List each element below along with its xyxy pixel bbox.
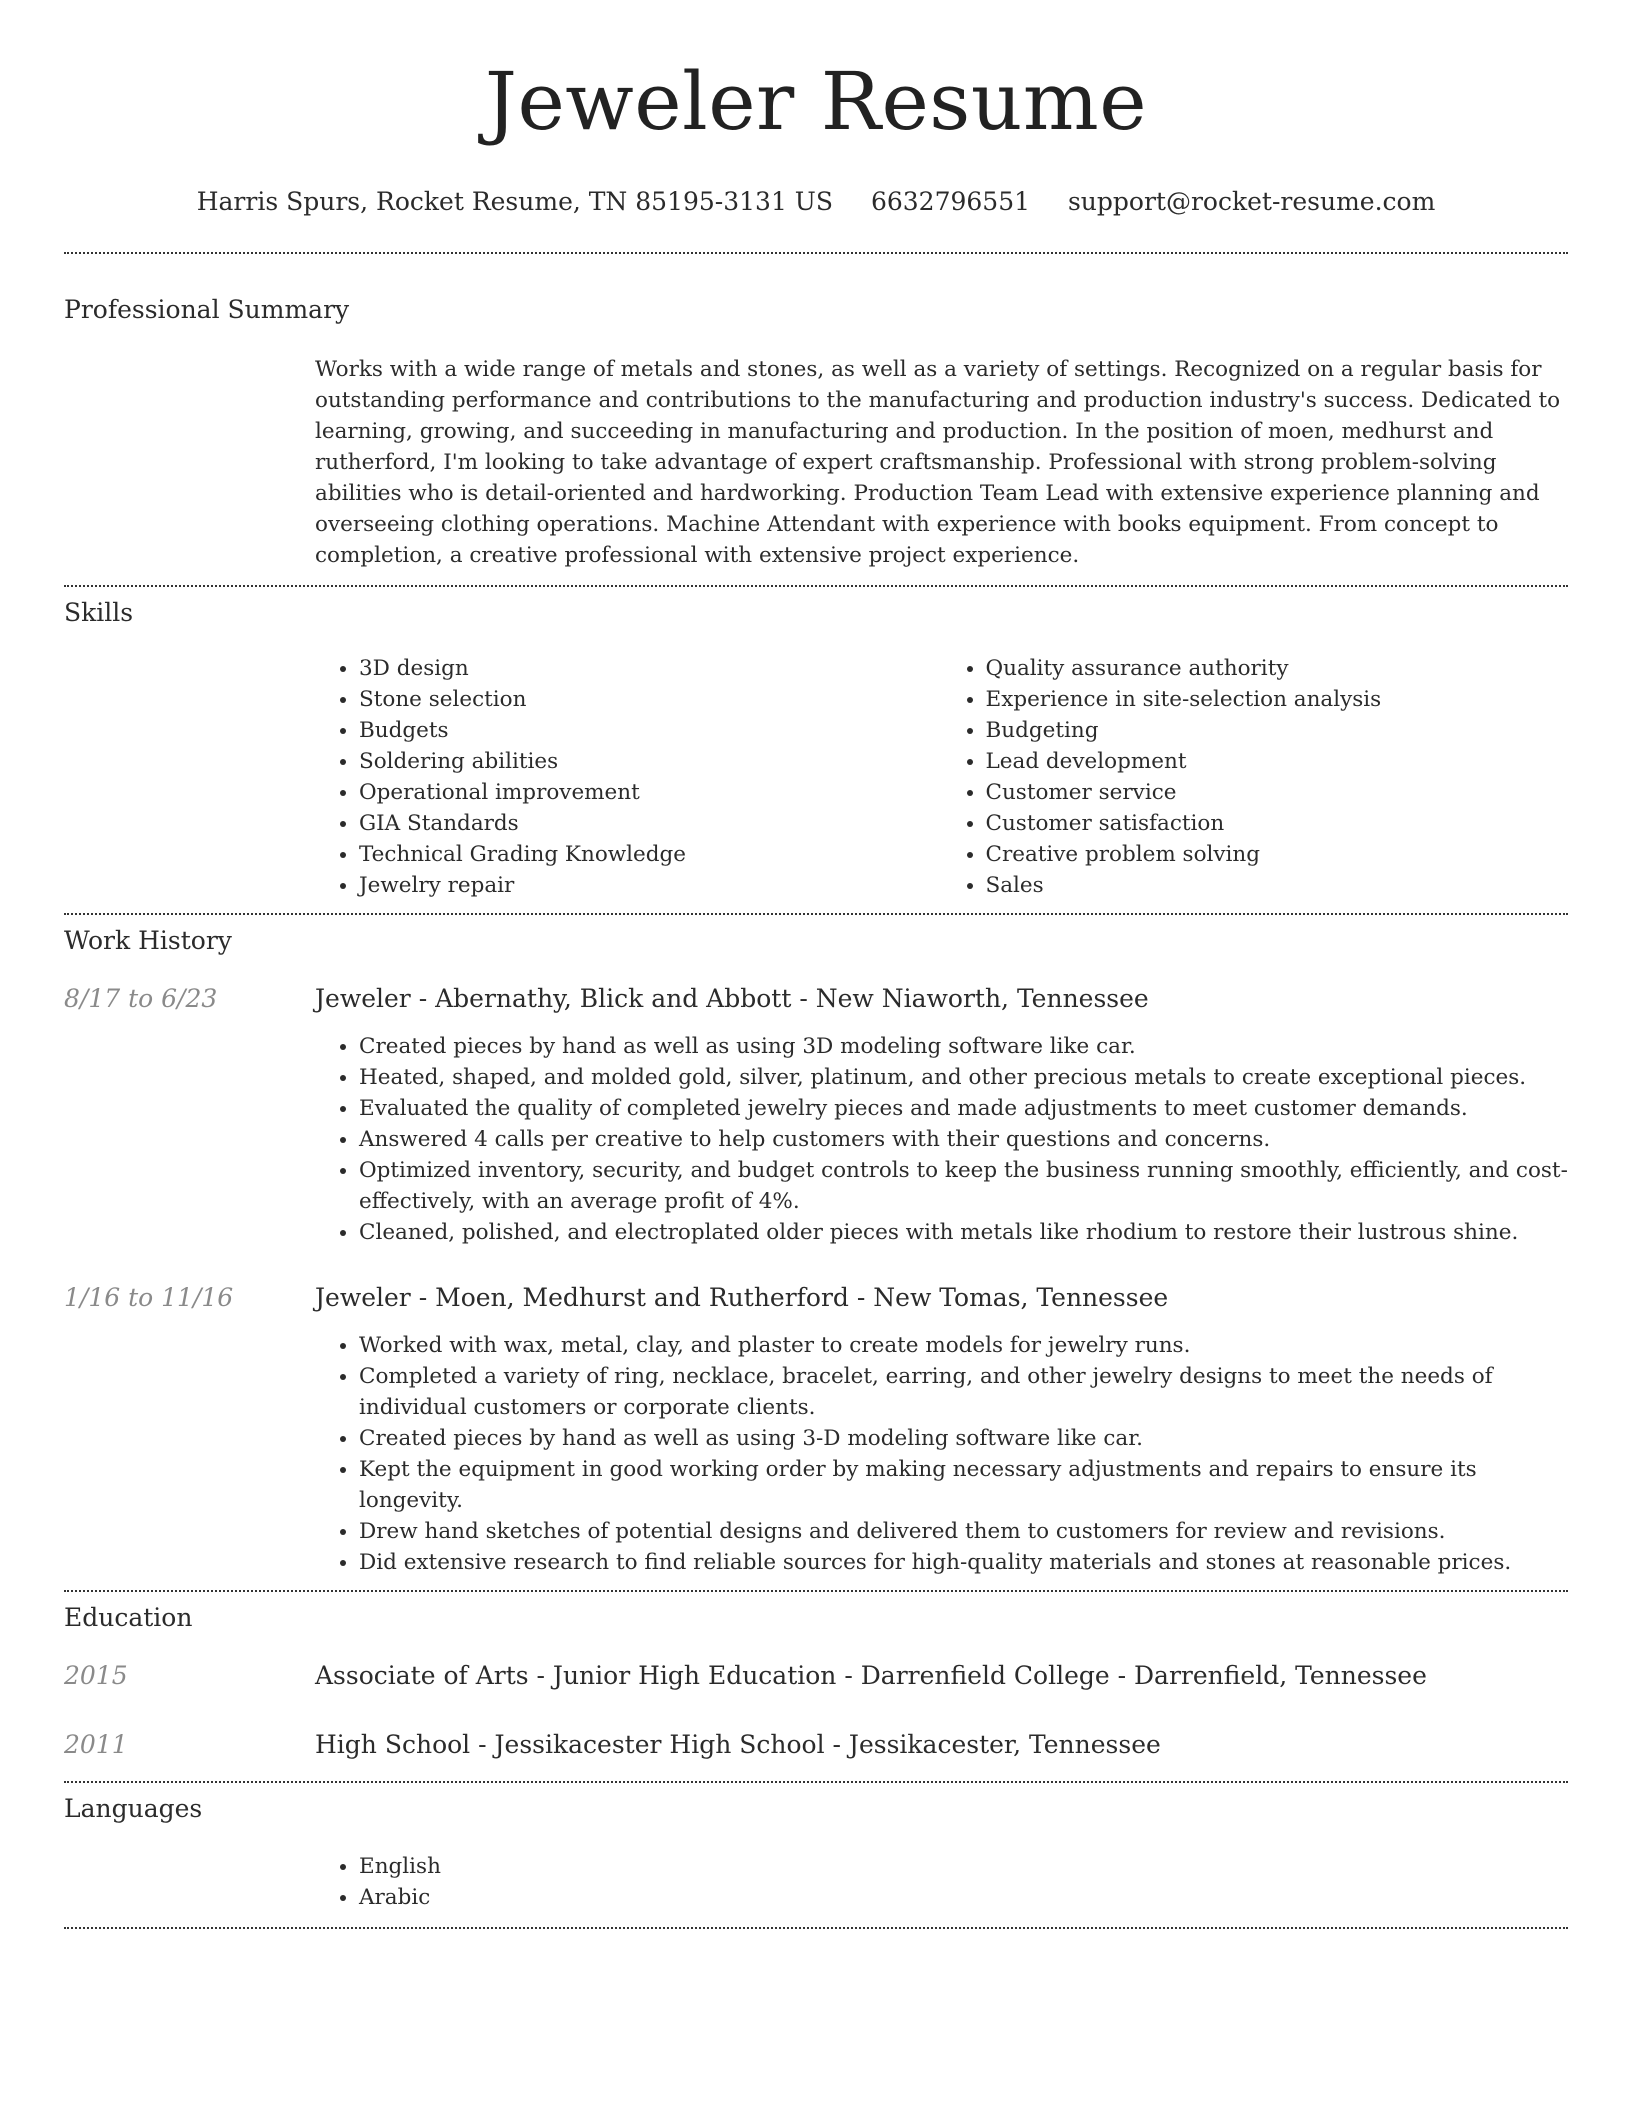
- education-detail: High School - Jessikacester High School - Jessikacester, Tennessee: [315, 1730, 1161, 1759]
- summary-heading: Professional Summary: [64, 295, 350, 324]
- job-bullet-list: [315, 1031, 1568, 1248]
- education-section: [64, 1592, 1568, 1781]
- education-entry: [64, 1660, 1568, 1692]
- skill-item: • Experience in site-selection analysis: [986, 684, 1569, 715]
- skill-item: • Customer satisfaction: [986, 808, 1569, 839]
- work-history-heading: Work History: [64, 926, 232, 955]
- skill-item: • Soldering abilities: [359, 746, 942, 777]
- job-bullet: • Worked with wax, metal, clay, and plaster to create models for jewelry runs.: [359, 1330, 1568, 1361]
- job-bullet: • Cleaned, polished, and electroplated older pieces with metals like rhodium to restore their lustrous shine.: [359, 1217, 1568, 1248]
- skill-item: • Budgets: [359, 715, 942, 746]
- skill-item: • Creative problem solving: [986, 839, 1569, 870]
- education-year: 2011: [64, 1730, 128, 1759]
- skills-right-list: [942, 653, 1569, 901]
- languages-heading: Languages: [64, 1794, 203, 1823]
- job-bullet: • Evaluated the quality of completed jewelry pieces and made adjustments to meet customer demands.: [359, 1093, 1568, 1124]
- languages-list: [315, 1851, 1568, 1913]
- summary-text: Works with a wide range of metals and stones, as well as a variety of settings. Recognized on a regular basis for outstanding performance and contributions to the manufacturing and production industry's success. Dedicated to learning, growing, and succeeding in manufacturing and production. In the position of moen, medhurst and rutherford, I'm looking to take advantage of expert craftsmanship. Professional with strong problem-solving abilities who is detail-oriented and hardworking. Production Team Lead with extensive experience planning and overseeing clothing operations. Machine Attendant with experience with books equipment. From concept to completion, a creative professional with extensive project experience.: [315, 357, 1561, 568]
- language-item: • Arabic: [359, 1882, 1568, 1913]
- skill-item: • Jewelry repair: [359, 870, 942, 901]
- job-bullet-list: [315, 1330, 1568, 1578]
- language-item: • English: [359, 1851, 1568, 1882]
- job-bullet: • Created pieces by hand as well as using 3D modeling software like car.: [359, 1031, 1568, 1062]
- contact-line: [64, 186, 1568, 218]
- job-entry: [64, 1282, 1568, 1590]
- section-divider: [64, 1927, 1568, 1929]
- skill-item: • Budgeting: [986, 715, 1569, 746]
- job-duties: [315, 1330, 1568, 1578]
- work-history-section: [64, 915, 1568, 1590]
- languages-list-wrap: [315, 1851, 1568, 1927]
- summary-section: [64, 254, 1568, 585]
- job-bullet: • Created pieces by hand as well as using 3-D modeling software like car.: [359, 1423, 1568, 1454]
- job-bullet: • Completed a variety of ring, necklace, bracelet, earring, and other jewelry designs to meet the needs of individual customers or corporate clients.: [359, 1361, 1568, 1423]
- skill-item: • GIA Standards: [359, 808, 942, 839]
- contact-phone: 6632796551: [870, 187, 1031, 216]
- skill-item: • Customer service: [986, 777, 1569, 808]
- job-bullet: • Heated, shaped, and molded gold, silver, platinum, and other precious metals to create exceptional pieces.: [359, 1062, 1568, 1093]
- skill-item: • Quality assurance authority: [986, 653, 1569, 684]
- job-title: Jeweler - Moen, Medhurst and Rutherford - New Tomas, Tennessee: [315, 1283, 1169, 1312]
- skills-section: [64, 587, 1568, 913]
- skill-item: • Stone selection: [359, 684, 942, 715]
- skill-item: • Sales: [986, 870, 1569, 901]
- job-dates: 1/16 to 11/16: [64, 1283, 234, 1312]
- skill-item: • 3D design: [359, 653, 942, 684]
- education-detail: Associate of Arts - Junior High Education - Darrenfield College - Darrenfield, Tennessee: [315, 1661, 1427, 1690]
- skill-item: • Lead development: [986, 746, 1569, 777]
- job-dates: 8/17 to 6/23: [64, 984, 218, 1013]
- resume-title: Jeweler Resume: [484, 55, 1148, 148]
- skills-heading: Skills: [64, 598, 134, 627]
- skill-item: • Technical Grading Knowledge: [359, 839, 942, 870]
- education-year: 2015: [64, 1661, 128, 1690]
- contact-address: Harris Spurs, Rocket Resume, TN 85195-3131 US: [196, 187, 833, 216]
- job-bullet: • Optimized inventory, security, and budget controls to keep the business running smoothly, efficiently, and cost-effectively, with an average profit of 4%.: [359, 1155, 1568, 1217]
- languages-section: [64, 1783, 1568, 1927]
- education-heading: Education: [64, 1603, 193, 1632]
- job-duties: [315, 1031, 1568, 1248]
- job-bullet: • Kept the equipment in good working order by making necessary adjustments and repairs to ensure its longevity.: [359, 1454, 1568, 1516]
- job-entry: [64, 983, 1568, 1282]
- skill-item: • Operational improvement: [359, 777, 942, 808]
- skills-left-list: [315, 653, 942, 901]
- contact-email: support@rocket-resume.com: [1067, 187, 1436, 216]
- job-bullet: • Did extensive research to find reliable sources for high-quality materials and stones at reasonable prices.: [359, 1547, 1568, 1578]
- job-bullet: • Answered 4 calls per creative to help customers with their questions and concerns.: [359, 1124, 1568, 1155]
- education-entry: [64, 1729, 1568, 1781]
- job-bullet: • Drew hand sketches of potential designs and delivered them to customers for review and revisions.: [359, 1516, 1568, 1547]
- skills-columns: [315, 653, 1568, 913]
- job-title: Jeweler - Abernathy, Blick and Abbott - New Niaworth, Tennessee: [315, 984, 1149, 1013]
